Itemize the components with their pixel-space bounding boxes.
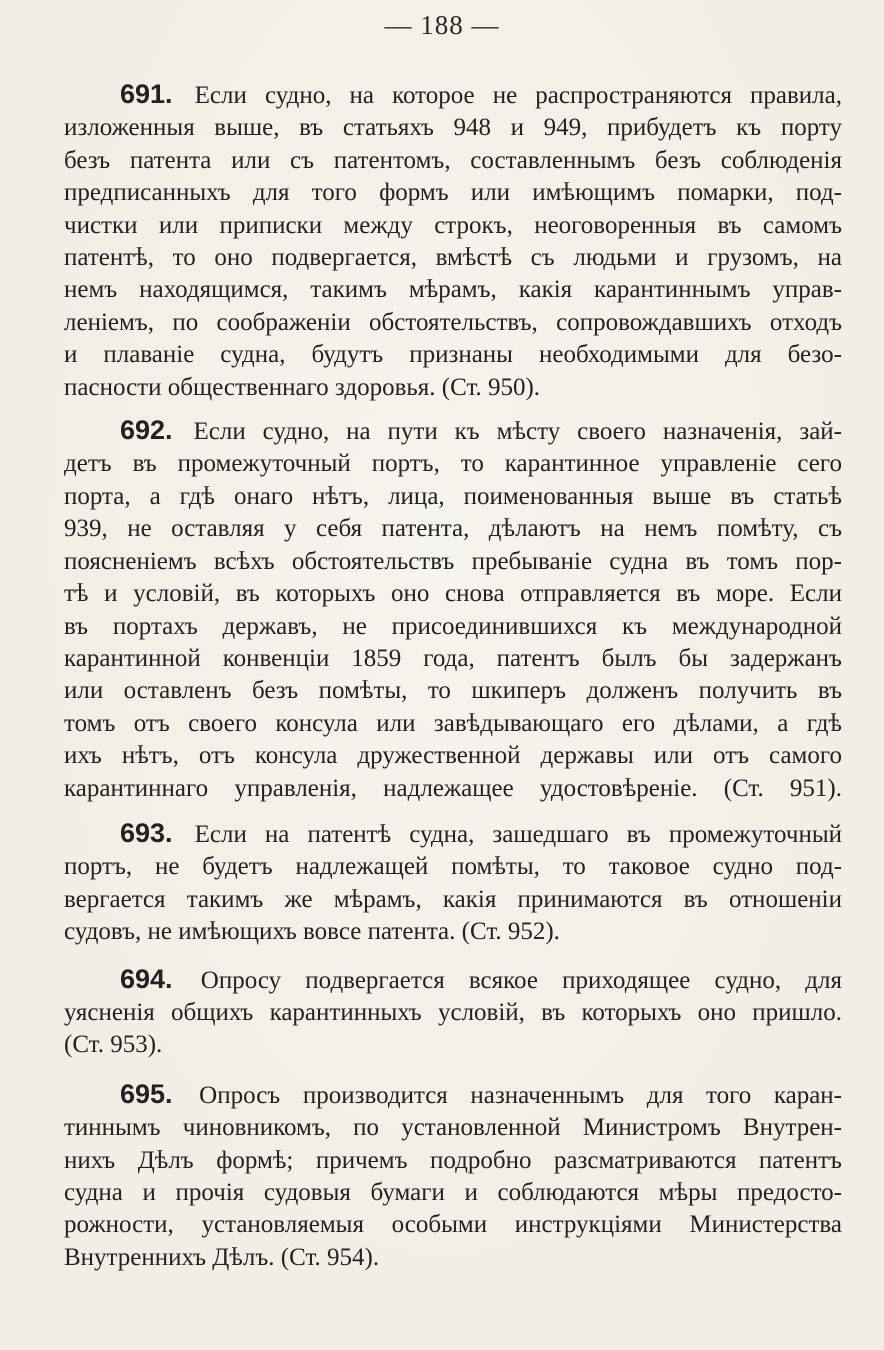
text-line: Опросъ производится назначеннымъ для того каран- [199,1081,843,1109]
text-line: патентѣ, то оно подвергается, вмѣстѣ съ людьми и грузомъ, на [64,244,842,272]
article-695 [64,1078,842,1274]
article-692 [64,414,842,805]
text-line: пасности общественнаго здоровья. (Ст. 950). [64,373,541,401]
text-line: Если судно, на пути къ мѣсту своего назначенія, зай- [193,418,843,446]
text-line: детъ въ промежуточный портъ, то карантинное управленіе сего [64,450,842,478]
text-line: судна и прочія судовыя бумаги и соблюдаются мѣры предосто- [64,1179,842,1206]
page-number: — 188 — [384,10,500,40]
text-line: порта, а гдѣ онаго нѣтъ, лица, поименованныя выше въ статьѣ [64,482,842,510]
text-line: нихъ Дѣлъ формѣ; причемъ подробно разсматриваются патентъ [64,1146,842,1174]
text-line: 939, не оставляя у себя патента, дѣлаютъ на немъ помѣту, съ [64,515,842,543]
article-number: 694. [120,963,173,994]
text-line: вергается такимъ же мѣрамъ, какія принимаются въ отношеніи [64,885,842,913]
text-line: портъ, не будетъ надлежащей помѣты, то таковое судно под- [64,853,842,881]
text-line: Если судно, на которое не распространяются правила, [194,82,842,109]
article-number: 692. [120,415,173,446]
article-number: 693. [120,817,173,848]
text-line: тѣ и условій, въ которыхъ оно снова отправляется въ море. Если [64,580,842,608]
text-line: чистки или приписки между строкъ, неоговоренныя въ самомъ [64,211,842,239]
article-693 [64,817,842,949]
text-line: рожности, установляемыя особыми инструкціями Министерства [64,1211,842,1239]
text-line: и плаваніе судна, будутъ признаны необходимыми для безо- [64,341,842,369]
article-number: 691. [120,79,173,109]
text-line: Опросу подвергается всякое приходящее судно, для [200,966,842,994]
text-line: тиннымъ чиновникомъ, по установленной Министромъ Внутрен- [64,1114,842,1142]
text-line: поясненіемъ всѣхъ обстоятельствъ пребываніе судна въ томъ пор- [64,547,842,575]
article-number: 695. [120,1078,173,1109]
text-line: ихъ нѣтъ, отъ консула дружественной державы или отъ самого [64,742,842,770]
text-line: или оставленъ безъ помѣты, то шкиперъ долженъ получить въ [64,677,842,705]
text-line: Если на патентѣ судна, зашедшаго въ промежуточный [194,820,842,848]
text-line: леніемъ, по соображеніи обстоятельствъ, сопровождавшихъ отходъ [64,308,842,336]
text-line: (Ст. 953). [64,1031,163,1059]
text-line: судовъ, не имѣющихъ вовсе патента. (Ст. 952). [64,918,560,946]
page-body [64,78,842,1288]
text-line: въ портахъ державъ, не присоединившихся къ международной [64,612,842,640]
article-694 [64,963,842,1062]
text-line: карантинной конвенціи 1859 года, патентъ былъ бы задержанъ [64,644,842,672]
text-line: изложенныя выше, въ статьяхъ 948 и 949, прибудетъ къ порту [64,114,842,142]
text-line: безъ патента или съ патентомъ, составленнымъ безъ соблюденія [64,146,842,174]
article-691 [64,78,842,404]
text-line: Внутреннихъ Дѣлъ. (Ст. 954). [64,1243,380,1271]
text-line: уясненія общихъ карантинныхъ условій, въ которыхъ оно пришло. [64,998,842,1026]
text-line: немъ находящимся, такимъ мѣрамъ, какія карантиннымъ управ- [64,276,842,304]
text-line: предписанныхъ для того формъ или имѣющимъ помарки, под- [64,179,842,207]
text-line: томъ отъ своего консула или завѣдывающаго его дѣлами, а гдѣ [64,709,842,737]
text-line: карантиннаго управленія, надлежащее удостовѣреніе. (Ст. 951). [64,774,842,802]
